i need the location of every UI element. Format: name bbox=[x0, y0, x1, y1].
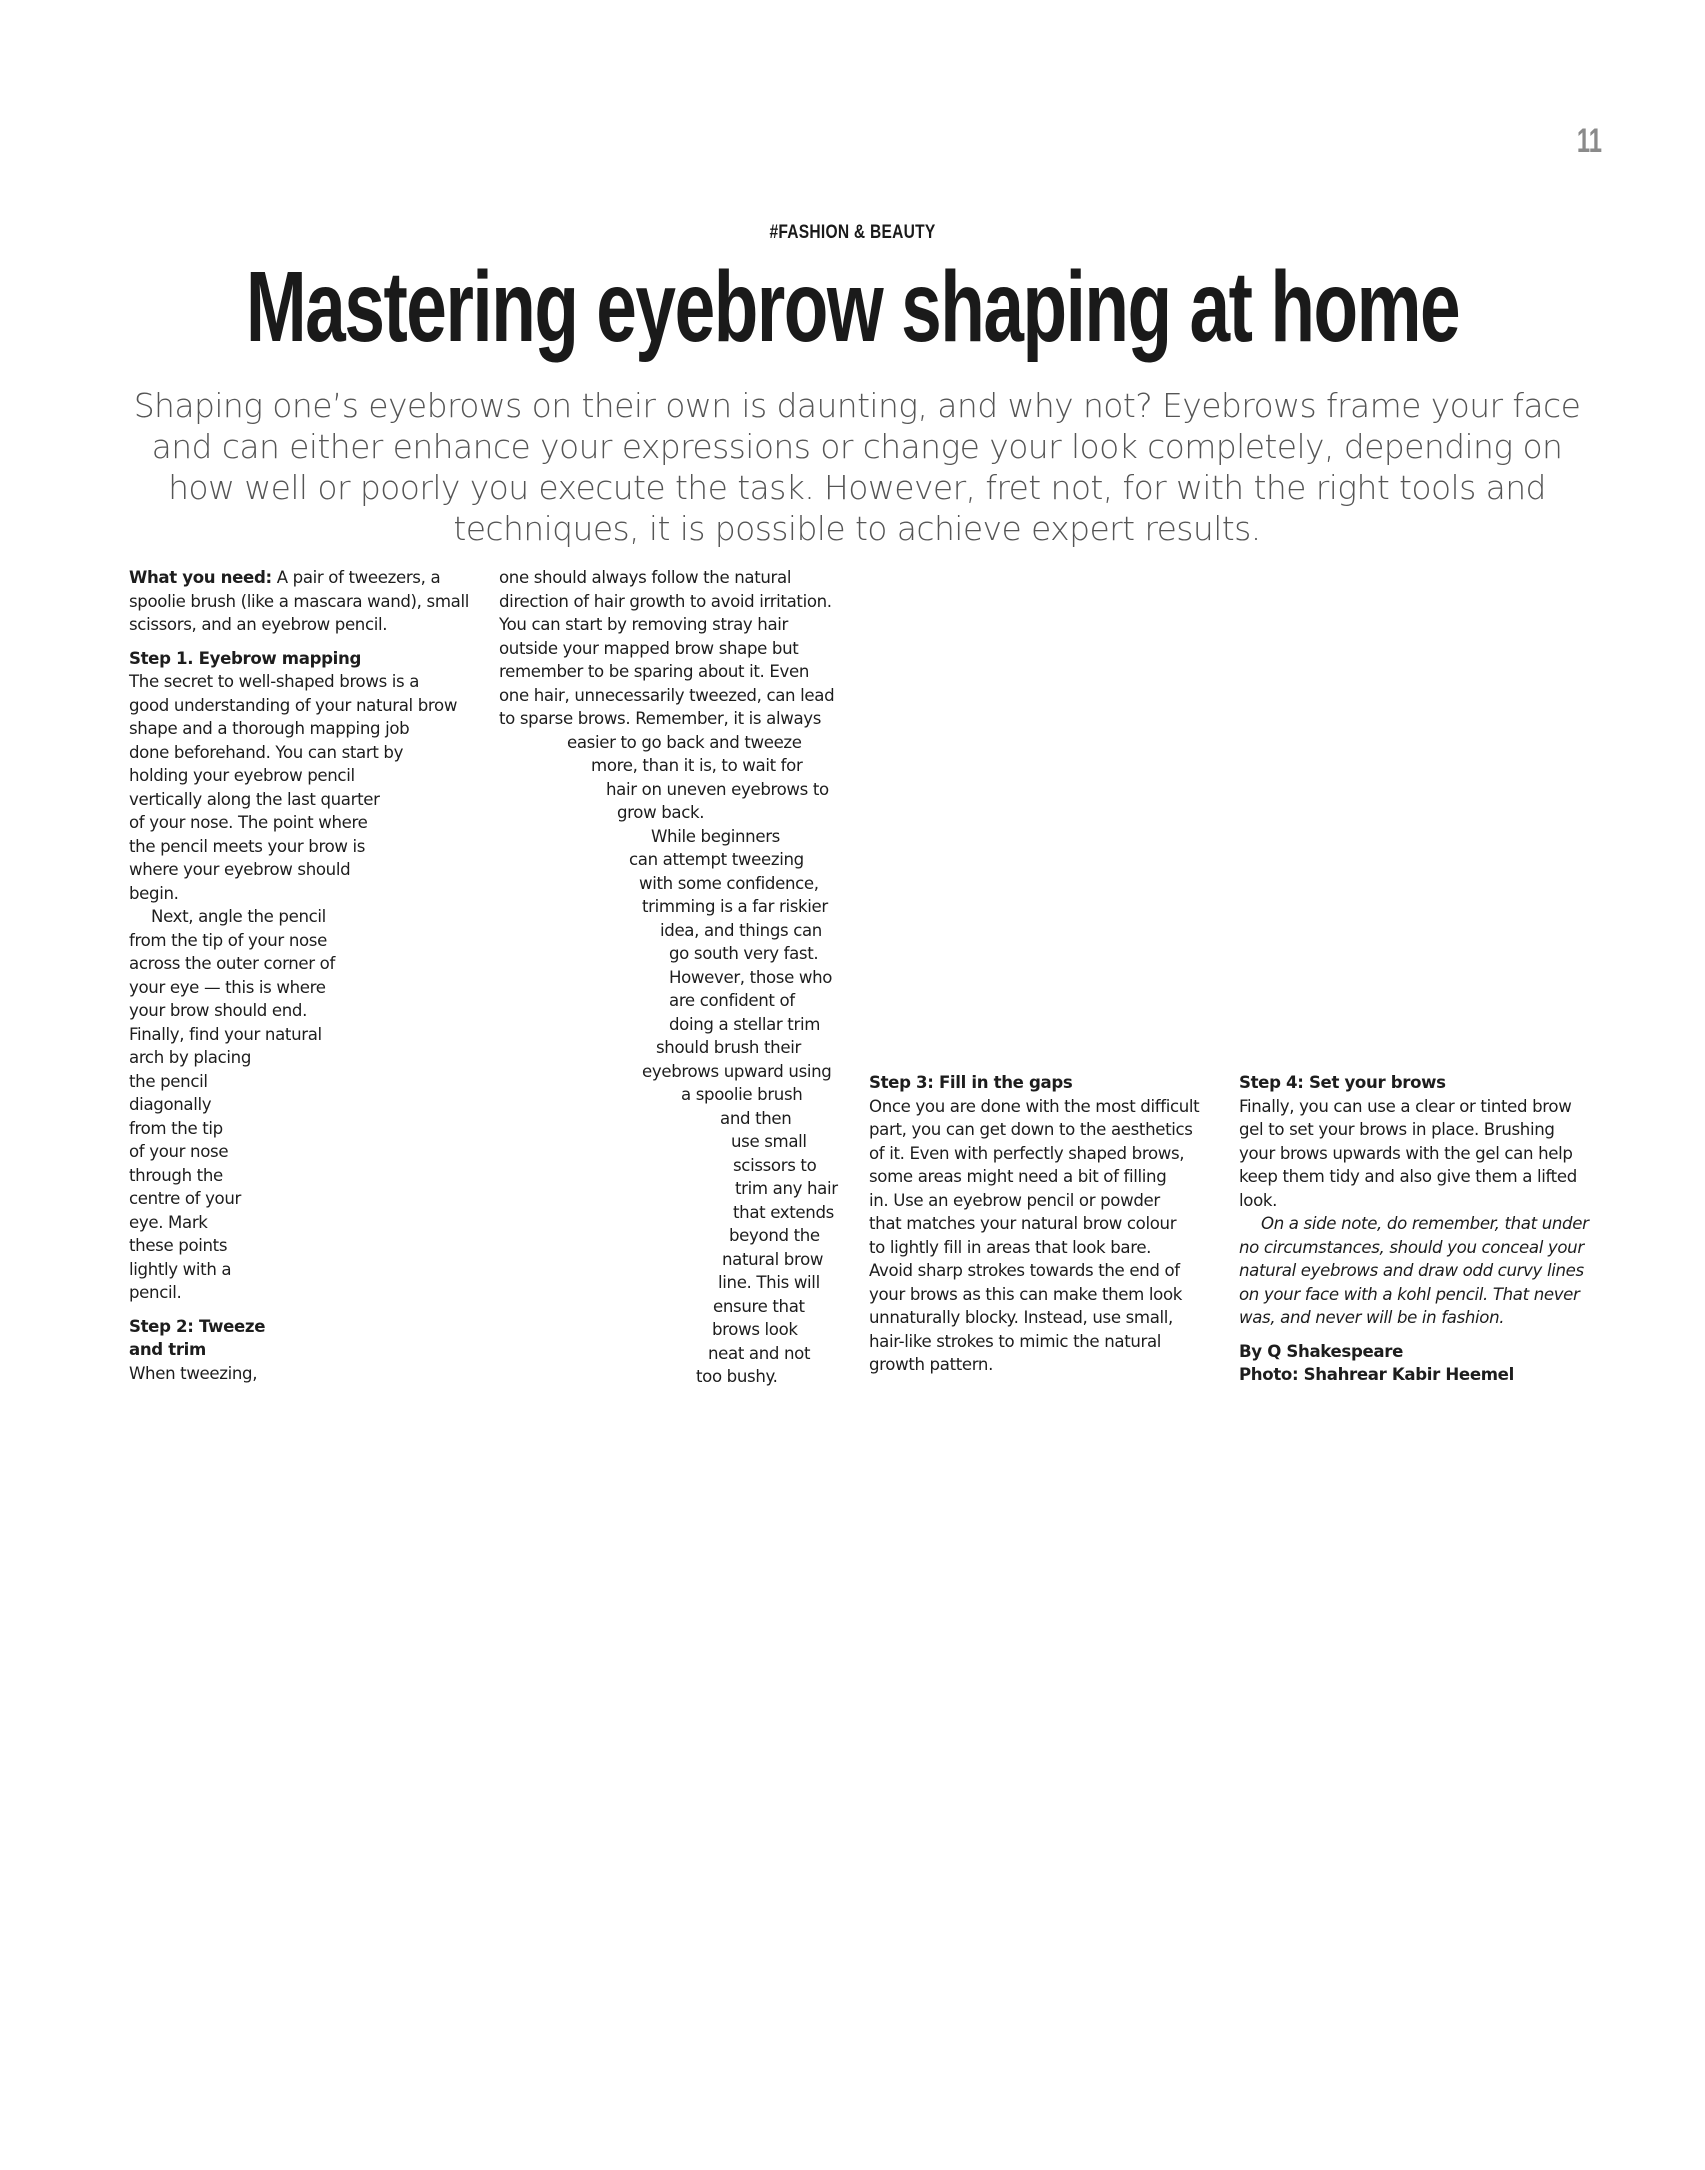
text-line: more, than it is, to wait for bbox=[591, 756, 803, 775]
text-line: centre of your bbox=[129, 1189, 241, 1208]
text-line: doing a stellar trim bbox=[669, 1014, 821, 1034]
text-line: begin. bbox=[129, 883, 179, 903]
text-line: eye. Mark bbox=[129, 1212, 208, 1232]
text-line: keep them tidy and also give them a lifted bbox=[1239, 1167, 1577, 1186]
byline: By Q Shakespeare bbox=[1239, 1341, 1403, 1361]
text-line: neat and not bbox=[708, 1343, 811, 1363]
text-line: your eye — this is where bbox=[129, 977, 326, 997]
text-line: that matches your natural brow colour bbox=[869, 1214, 1177, 1233]
text-line: lightly with a bbox=[129, 1259, 232, 1279]
text-line: gel to set your brows in place. Brushing bbox=[1239, 1120, 1555, 1139]
column-3 bbox=[869, 1071, 1229, 1377]
text-line: scissors, and an eyebrow pencil. bbox=[129, 615, 388, 634]
column-1 bbox=[129, 566, 489, 1385]
text-line: of your nose. The point where bbox=[129, 813, 368, 832]
text-line: Avoid sharp strokes towards the end of bbox=[869, 1261, 1180, 1280]
text-line: vertically along the last quarter bbox=[129, 789, 380, 809]
text-line: Once you are done with the most difficult bbox=[869, 1096, 1200, 1116]
column-2 bbox=[499, 566, 859, 1389]
text-line: arch by placing bbox=[129, 1048, 252, 1067]
text-line: are confident of bbox=[669, 991, 795, 1010]
text-line: A pair of tweezers, a bbox=[271, 568, 441, 587]
text-line: trim any hair bbox=[735, 1179, 838, 1198]
text-line: idea, and things can bbox=[660, 920, 822, 940]
what-you-need-label: What you need: bbox=[129, 568, 272, 587]
text-line: Finally, find your natural bbox=[129, 1024, 322, 1044]
step-1-heading: Step 1. Eyebrow mapping bbox=[129, 648, 361, 668]
text-line: part, you can get down to the aesthetics bbox=[869, 1120, 1193, 1139]
text-line: scissors to bbox=[733, 1155, 817, 1175]
text-line: a spoolie brush bbox=[681, 1085, 803, 1104]
text-line: Next, angle the pencil bbox=[151, 907, 326, 926]
text-line: should brush their bbox=[656, 1038, 801, 1057]
text-line: where your eyebrow should bbox=[129, 860, 351, 879]
text-line: your brows as this can make them look bbox=[869, 1284, 1183, 1304]
text-line: of it. Even with perfectly shaped brows, bbox=[869, 1143, 1185, 1163]
text-line: The secret to well-shaped brows is a bbox=[129, 672, 420, 691]
text-line: natural brow bbox=[722, 1249, 824, 1269]
text-line: the pencil bbox=[129, 1071, 208, 1091]
step-2-heading-cont: and trim bbox=[129, 1340, 206, 1359]
headline: Mastering eyebrow shaping at home bbox=[245, 251, 1460, 363]
photo-credit: Photo: Shahrear Kabir Heemel bbox=[1239, 1365, 1514, 1384]
text-line: growth pattern. bbox=[869, 1355, 994, 1374]
column-4 bbox=[1239, 1071, 1599, 1387]
text-line: diagonally bbox=[129, 1095, 212, 1114]
text-line: some areas might need a bit of filling bbox=[869, 1167, 1167, 1186]
text-line: While beginners bbox=[651, 826, 780, 846]
text-line: look. bbox=[1239, 1190, 1278, 1210]
text-line: to sparse brows. Remember, it is always bbox=[499, 709, 822, 728]
text-line: one hair, unnecessarily tweezed, can lead bbox=[499, 685, 835, 705]
text-line: natural eyebrows and draw odd curvy lines bbox=[1239, 1261, 1584, 1280]
text-line: too bushy. bbox=[696, 1367, 778, 1386]
page-number: 11 bbox=[1576, 122, 1602, 160]
text-line: trimming is a far riskier bbox=[642, 897, 828, 916]
text-line: However, those who bbox=[669, 967, 833, 987]
text-line: Finally, you can use a clear or tinted brow bbox=[1239, 1096, 1572, 1116]
text-line: unnaturally blocky. Instead, use small, bbox=[869, 1308, 1173, 1327]
text-line: grow back. bbox=[617, 803, 705, 822]
text-line: eyebrows upward using bbox=[642, 1061, 832, 1081]
text-line: go south very fast. bbox=[669, 944, 819, 963]
text-line: hair-like strokes to mimic the natural bbox=[869, 1331, 1162, 1351]
text-line: can attempt tweezing bbox=[629, 850, 804, 869]
text-line: hair on uneven eyebrows to bbox=[606, 779, 829, 799]
text-line: these points bbox=[129, 1236, 228, 1255]
text-line: through the bbox=[129, 1165, 223, 1185]
text-line: pencil. bbox=[129, 1283, 182, 1302]
text-line: one should always follow the natural bbox=[499, 568, 792, 587]
text-line: and then bbox=[720, 1108, 792, 1128]
what-you-need bbox=[129, 566, 489, 590]
text-line: holding your eyebrow pencil bbox=[129, 766, 355, 785]
text-line: your brow should end. bbox=[129, 1001, 308, 1020]
text-line: on your face with a kohl pencil. That never bbox=[1239, 1284, 1580, 1304]
text-line: across the outer corner of bbox=[129, 954, 335, 973]
text-line: your brows upwards with the gel can help bbox=[1239, 1143, 1573, 1163]
text-line: no circumstances, should you conceal your bbox=[1239, 1237, 1584, 1257]
text-line: beyond the bbox=[729, 1226, 820, 1245]
step-3-heading: Step 3: Fill in the gaps bbox=[869, 1073, 1073, 1092]
text-line: to lightly fill in areas that look bare. bbox=[869, 1237, 1152, 1257]
standfirst: Shaping one’s eyebrows on their own is daunting, and why not? Eyebrows frame your face and can either enhance your expressions or change your look completely, depending on how well or poorly you execute the task. However, fret not, for with the right tools and techniques, it is possible to achieve expert results. bbox=[133, 386, 1581, 548]
step-2-heading: Step 2: Tweeze bbox=[129, 1316, 266, 1336]
text-line: of your nose bbox=[129, 1142, 229, 1161]
text-line: in. Use an eyebrow pencil or powder bbox=[869, 1190, 1160, 1210]
text-line: shape and a thorough mapping job bbox=[129, 719, 410, 738]
text-line: was, and never will be in fashion. bbox=[1239, 1308, 1505, 1327]
text-line: When tweezing, bbox=[129, 1363, 258, 1383]
text-line: line. This will bbox=[718, 1273, 820, 1292]
text-line: remember to be sparing about it. Even bbox=[499, 662, 809, 681]
step-4-heading: Step 4: Set your brows bbox=[1239, 1073, 1446, 1092]
text-line: On a side note, do remember, that under bbox=[1261, 1214, 1589, 1233]
text-line: from the tip of your nose bbox=[129, 930, 327, 950]
text-line: good understanding of your natural brow bbox=[129, 695, 458, 715]
text-line: with some confidence, bbox=[639, 873, 819, 893]
text-line: spoolie brush (like a mascara wand), small bbox=[129, 591, 469, 611]
text-line: outside your mapped brow shape but bbox=[499, 638, 799, 658]
text-line: done beforehand. You can start by bbox=[129, 742, 404, 762]
text-line: the pencil meets your brow is bbox=[129, 836, 366, 856]
text-line: You can start by removing stray hair bbox=[499, 615, 789, 634]
text-line: ensure that bbox=[713, 1296, 805, 1316]
text-line: that extends bbox=[733, 1202, 834, 1222]
text-line: easier to go back and tweeze bbox=[567, 732, 802, 752]
text-line: direction of hair growth to avoid irritation. bbox=[499, 591, 832, 611]
section-tag: #FASHION & BEAUTY bbox=[769, 222, 936, 243]
text-line: brows look bbox=[712, 1320, 798, 1339]
text-line: use small bbox=[731, 1132, 807, 1151]
text-line: from the tip bbox=[129, 1118, 223, 1138]
